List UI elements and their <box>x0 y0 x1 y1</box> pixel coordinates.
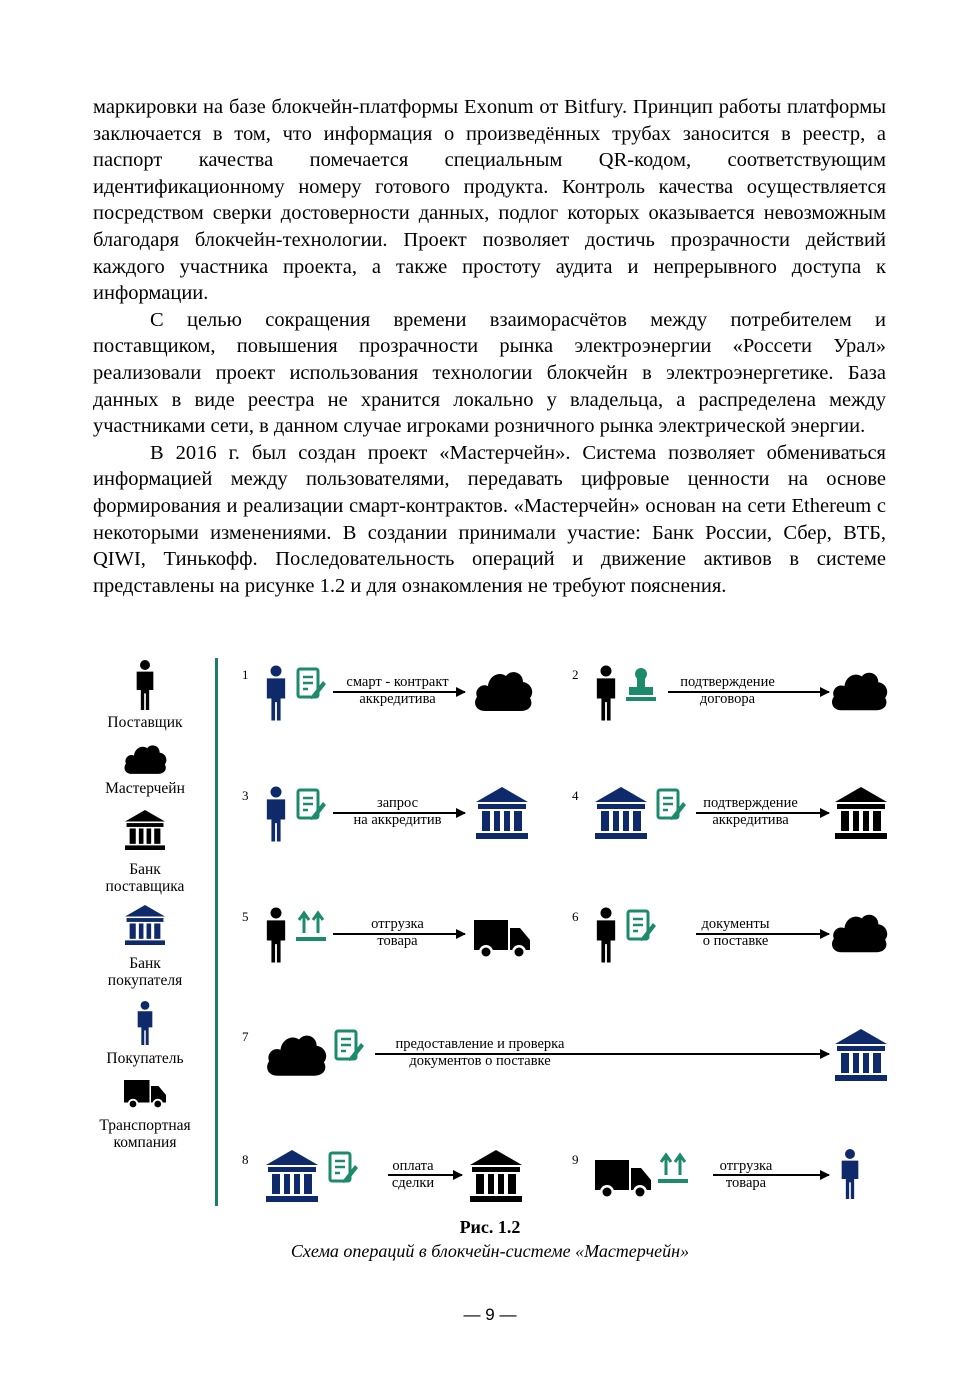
masterchain-diagram <box>90 655 890 1210</box>
step-8-number: 8 <box>242 1152 249 1167</box>
figure-caption-subtitle: Схема операций в блокчейн-системе «Мастерчейн» <box>290 1241 690 1261</box>
document-icon <box>626 909 656 943</box>
page-number: — 9 — <box>463 1305 517 1324</box>
document-icon <box>296 667 326 701</box>
supplier-bank-icon <box>470 1150 522 1202</box>
legend-supplier: Поставщик <box>107 714 183 731</box>
buyer-bank-icon <box>476 787 528 839</box>
truck-icon <box>595 1160 651 1200</box>
step-7-label: предоставление и проверка документов о поставке <box>395 1036 565 1069</box>
step-1-label: смарт - контракт аккредитива <box>346 674 449 707</box>
legend-transport: Транспортная компания <box>99 1117 191 1151</box>
paragraph-1: маркировки на базе блокчейн-платформы Exonum от Bitfury. Принцип работы платформы заключается в том, что информация о произведённых трубах заносится в реестр, а паспорт качества помечается специальным QR-кодом, соответствующим идентификационному номеру готового продукта. Контроль качества осуществляется посредством сверки достоверности данных, подлог которых оказывается невозможным благодаря блокчейн-технологии. Проект позволяет достичь прозрачности действий каждого участника проекта, а также простоту аудита и непрерывного доступа к информации. <box>93 96 886 305</box>
legend-masterchain: Мастерчейн <box>105 780 185 797</box>
step-4-number: 4 <box>572 788 579 803</box>
document-icon <box>296 788 326 822</box>
figure-caption-title: Рис. 1.2 <box>459 1217 521 1237</box>
buyer-icon <box>265 665 287 721</box>
step-5-number: 5 <box>242 909 249 924</box>
document-icon <box>656 788 686 822</box>
masterchain-icon <box>830 669 888 711</box>
step-8-label: оплата сделки <box>391 1158 435 1191</box>
body-text <box>93 94 886 599</box>
truck-icon <box>474 920 530 960</box>
step-7-number: 7 <box>242 1029 249 1044</box>
step-3-number: 3 <box>242 788 249 803</box>
document-icon <box>334 1029 364 1063</box>
buyer-icon <box>840 1148 860 1200</box>
supplier-bank-icon <box>835 787 887 839</box>
step-2-label: подтверждение договора <box>680 674 775 707</box>
paragraph-2: С целью сокращения времени взаиморасчётов между потребителем и поставщиком, повышения прозрачности рынка электроэнергии «Россети Урал» реализовали проект использования технологии блокчейн в электроэнергетике. База данных в виде реестра не хранится локально у владельца, а распределена между участниками сети, в данном случае игроками розничного рынка электрической энергии. <box>93 308 886 438</box>
step-6-number: 6 <box>572 909 579 924</box>
buyer-icon <box>265 786 287 842</box>
supplier-icon <box>265 907 287 963</box>
step-2-number: 2 <box>572 667 579 682</box>
document-icon <box>328 1151 358 1185</box>
masterchain-icon <box>830 911 888 953</box>
step-4-label: подтверждение аккредитива <box>703 795 798 828</box>
masterchain-icon <box>473 669 533 711</box>
upload-icon <box>296 909 326 943</box>
buyer-bank-icon <box>266 1150 318 1202</box>
buyer-bank-icon <box>595 787 647 839</box>
step-1-number: 1 <box>242 667 249 682</box>
paragraph-3: В 2016 г. был создан проект «Мастерчейн». Система позволяет обмениваться информацией между пользователями, передавать цифровые ценности на основе формирования и реализации смарт-контрактов. «Мастерчейн» основан на сети Ethereum с некоторыми изменениями. В создании принимали участие: Банк России, Сбер, ВТБ, QIWI, Тинькофф. Последовательность операций и движение активов в системе представлены на рисунке 1.2 и для ознакомления не требуют пояснения. <box>93 441 886 597</box>
masterchain-icon <box>265 1032 327 1076</box>
step-9-label: отгрузка товара <box>719 1158 773 1191</box>
buyer-bank-icon <box>835 1029 887 1081</box>
supplier-icon <box>595 907 617 963</box>
legend-buyer: Покупатель <box>106 1050 184 1067</box>
upload-icon <box>658 1151 688 1185</box>
legend-supplier-bank: Банк поставщика <box>105 861 185 895</box>
step-5-label: отгрузка товара <box>371 916 424 949</box>
stamp-icon <box>626 667 656 701</box>
step-3-label: запрос на аккредитив <box>353 795 442 828</box>
step-9-number: 9 <box>572 1152 579 1167</box>
step-6-label: документы о поставке <box>701 916 770 949</box>
supplier-icon <box>595 665 617 721</box>
legend-buyer-bank: Банк покупателя <box>107 955 183 989</box>
